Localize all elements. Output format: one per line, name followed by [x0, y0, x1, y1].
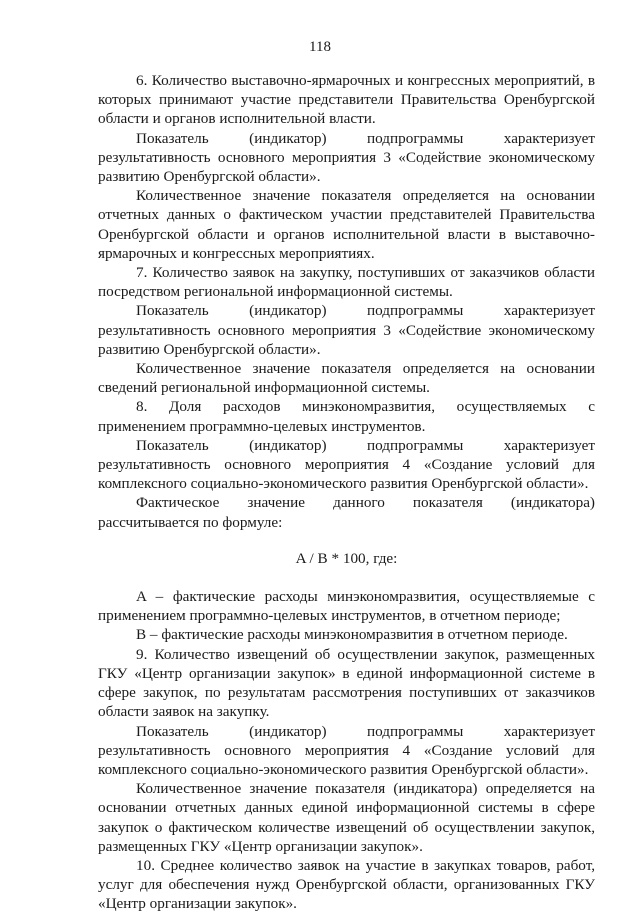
document-body	[98, 71, 595, 914]
paragraph-item-6-indicator: Показатель (индикатор) подпрограммы характеризует результативность основного мероприятия 3 «Содействие экономическому развитию Оренбургской области».	[98, 129, 595, 186]
paragraph-item-8-indicator: Показатель (индикатор) подпрограммы характеризует результативность основного мероприятия 4 «Создание условий для комплексного социально-экономического развития Оренбургской области».	[98, 436, 595, 493]
paragraph-item-6-title: 6. Количество выставочно-ярмарочных и конгрессных мероприятий, в которых принимают участие представители Правительства Оренбургской области и органов исполнительной власти.	[98, 72, 595, 128]
paragraph-item-7-indicator: Показатель (индикатор) подпрограммы характеризует результативность основного мероприятия 3 «Содействие экономическому развитию Оренбургской области».	[98, 302, 595, 358]
paragraph-item-6-calculation: Количественное значение показателя определяется на основании отчетных данных о фактическом участии представителей Правительства Оренбургской области и органов исполнительной власти в выставочно-ярмарочных и конгрессных мероприятиях.	[98, 187, 595, 262]
formula: A / B * 100, где:	[295, 549, 398, 567]
page-number: 118	[309, 39, 331, 55]
paragraph-item-8-formula-intro: Фактическое значение данного показателя (индикатора) рассчитывается по формуле:	[98, 494, 595, 531]
formula-definition-b: B – фактические расходы минэкономразвития в отчетном периоде.	[136, 626, 568, 644]
paragraph-item-9-calculation: Количественное значение показателя (индикатора) определяется на основании отчетных данных единой информационной системы в сфере закупок о фактическом количестве извещений об осуществлении закупок, размещенных ГКУ «Центр организации закупок».	[98, 780, 595, 855]
formula-definition-a: A – фактические расходы минэкономразвития, осуществляемые с применением программно-целевых инструментов, в отчетном периоде;	[98, 588, 595, 625]
paragraph-item-9-title: 9. Количество извещений об осуществлении закупок, размещенных ГКУ «Центр организации закупок» в единой информационной системе в сфере закупок, по результатам рассмотрения поступивших от заказчиков области заявок на закупку.	[98, 645, 595, 721]
paragraph-item-10-title: 10. Среднее количество заявок на участие в закупках товаров, работ, услуг для обеспечения нужд Оренбургской области, организованных ГКУ «Центр организации закупок».	[98, 856, 595, 913]
paragraph-item-8-title: 8. Доля расходов минэкономразвития, осуществляемых с применением программно-целевых инструментов.	[98, 398, 595, 435]
paragraph-item-9-indicator: Показатель (индикатор) подпрограммы характеризует результативность основного мероприятия 4 «Создание условий для комплексного социально-экономического развития Оренбургской области».	[98, 722, 595, 778]
paragraph-item-7-calculation: Количественное значение показателя определяется на основании сведений региональной информационной системы.	[98, 360, 595, 397]
paragraph-item-7-title: 7. Количество заявок на закупку, поступивших от заказчиков области посредством региональной информационной системы.	[98, 264, 595, 301]
